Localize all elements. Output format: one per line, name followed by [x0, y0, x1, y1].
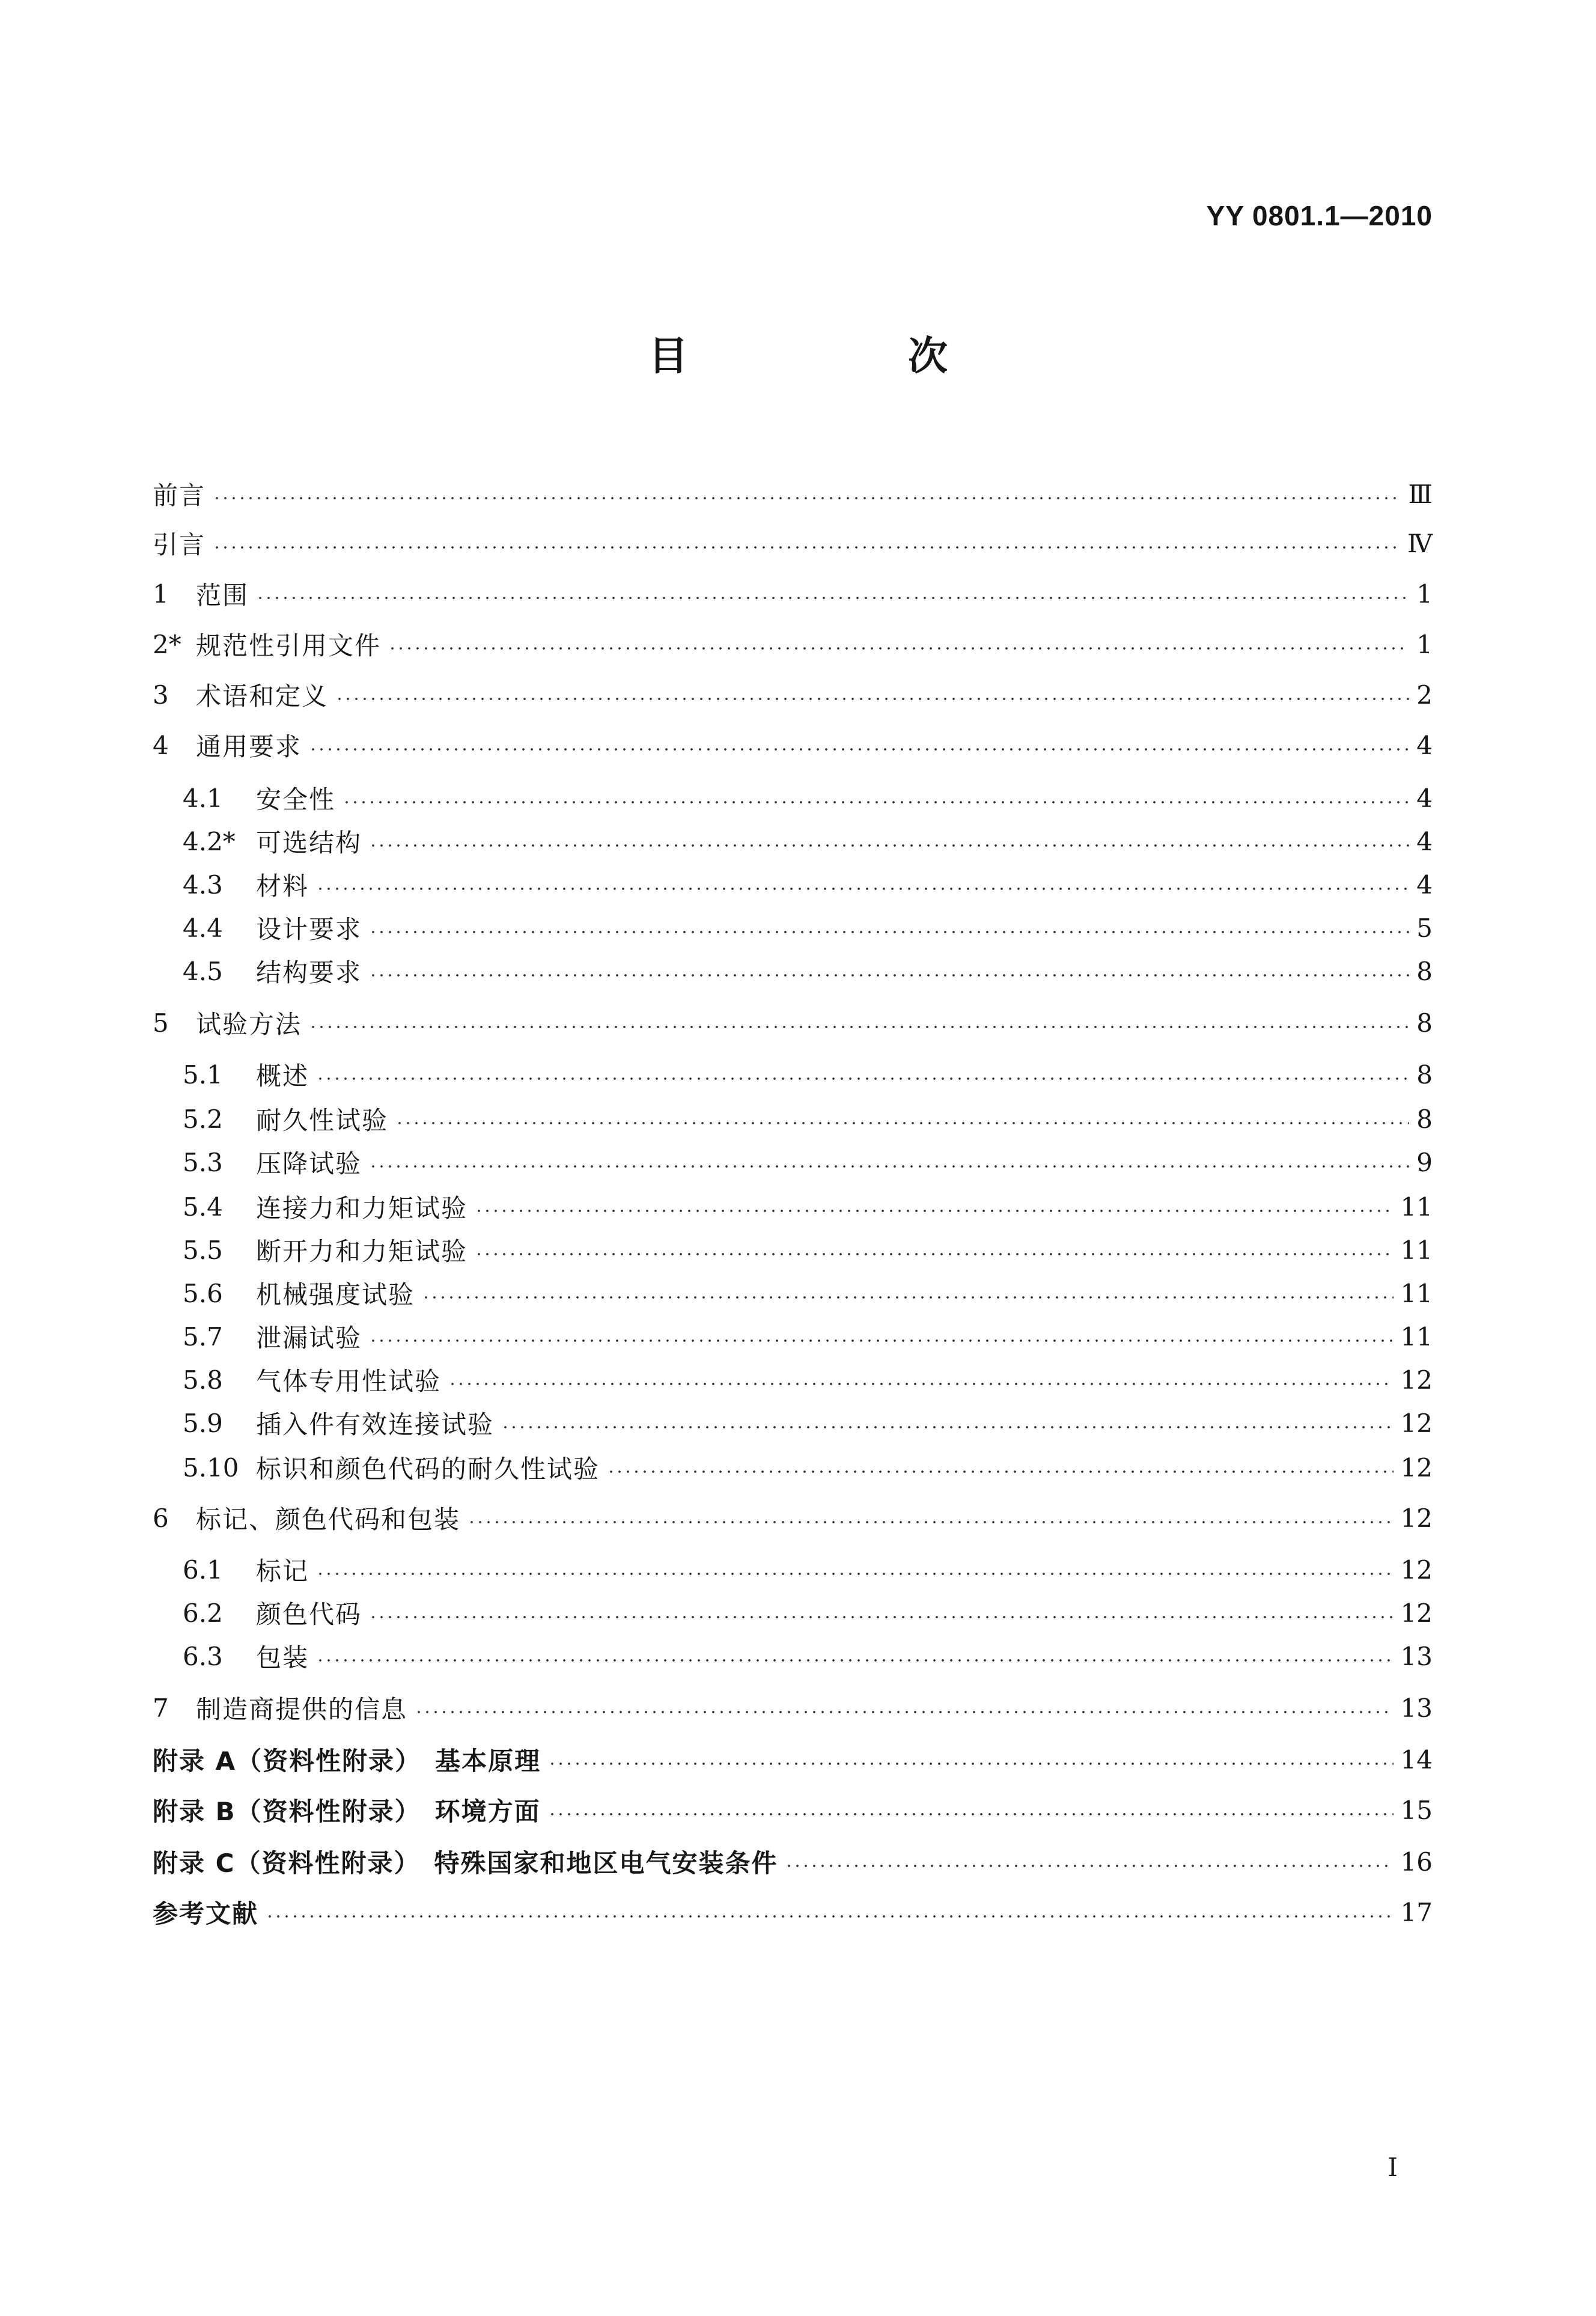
toc-entry-label: 材料	[256, 871, 309, 901]
toc-entry-page: 15	[1400, 1795, 1433, 1825]
toc-entry[interactable]	[153, 675, 1433, 714]
toc-entry[interactable]	[153, 1499, 1433, 1537]
toc-entry-page: 1	[1416, 579, 1433, 609]
toc-entry-page: 12	[1400, 1408, 1433, 1438]
dot-leader	[316, 1659, 1393, 1662]
dot-leader	[369, 974, 1409, 977]
toc-entry-page: 1	[1416, 629, 1433, 659]
toc-entry-page: 8	[1416, 1059, 1433, 1089]
dot-leader	[266, 1915, 1393, 1918]
toc-entry-number: 2*	[153, 629, 181, 659]
toc-entry-label: 概述	[256, 1061, 309, 1091]
toc-entry-number: 4.3	[183, 870, 223, 900]
toc-entry-page: Ⅲ	[1408, 479, 1433, 509]
toc-entry[interactable]	[153, 524, 1433, 562]
toc-entry-label: 设计要求	[256, 915, 362, 944]
toc-entry[interactable]	[153, 574, 1433, 613]
toc-entry-label: 机械强度试验	[256, 1280, 415, 1309]
toc-entry[interactable]	[153, 1317, 1433, 1356]
toc-entry-page: 14	[1400, 1745, 1433, 1775]
toc-entry[interactable]	[153, 1448, 1433, 1487]
toc-entry-number: 5.4	[183, 1192, 223, 1222]
toc-entry-number: 5.6	[183, 1278, 223, 1308]
dot-leader	[785, 1864, 1393, 1868]
dot-leader	[369, 1165, 1409, 1168]
toc-entry-label: 结构要求	[256, 958, 362, 987]
toc-entry-page: 17	[1400, 1897, 1433, 1927]
toc-entry-label: 标记	[256, 1556, 309, 1586]
toc-entry-page: 12	[1400, 1452, 1433, 1483]
dot-leader	[213, 546, 1400, 549]
dot-leader	[501, 1425, 1393, 1429]
dot-leader	[388, 647, 1409, 650]
toc-entry-label: 标记、颜色代码和包装	[196, 1505, 461, 1534]
toc-entry-number: 4.1	[183, 783, 223, 813]
dot-leader	[369, 1615, 1393, 1619]
toc-entry-label: 通用要求	[196, 732, 302, 761]
toc-entry-number: 4.5	[183, 956, 223, 986]
toc-entry[interactable]	[153, 1791, 1433, 1829]
toc-entry-label: 范围	[196, 581, 249, 610]
toc-entry-label: 断开力和力矩试验	[256, 1237, 468, 1266]
dot-leader	[316, 1077, 1409, 1080]
toc-entry[interactable]	[153, 952, 1433, 990]
toc-entry-page: 11	[1400, 1321, 1433, 1352]
toc-entry-number: 6.3	[183, 1641, 223, 1671]
dot-leader	[335, 697, 1409, 701]
toc-entry-label: 试验方法	[196, 1010, 302, 1039]
toc-entry-page: 4	[1416, 783, 1433, 813]
toc-entry-label: 连接力和力矩试验	[256, 1193, 468, 1223]
toc-entry-page: 8	[1416, 956, 1433, 986]
toc-entry-page: 13	[1400, 1641, 1433, 1671]
toc-entry-label: 安全性	[256, 785, 336, 814]
toc-entry[interactable]	[153, 1550, 1433, 1589]
toc-entry-page: 12	[1400, 1365, 1433, 1395]
toc-entry-page: 5	[1416, 913, 1433, 943]
toc-entry[interactable]	[153, 1842, 1433, 1881]
toc-entry[interactable]	[153, 779, 1433, 817]
dot-leader	[422, 1296, 1393, 1299]
toc-entry-number: 7	[153, 1693, 169, 1723]
toc-entry-label: 参考文献	[153, 1899, 259, 1928]
toc-entry-label: 插入件有效连接试验	[256, 1410, 495, 1439]
toc-entry-number: 5.8	[183, 1365, 223, 1395]
toc-entry-number: 3	[153, 680, 169, 710]
toc-entry-number: 4.2*	[183, 826, 236, 856]
dot-leader	[369, 1339, 1393, 1342]
toc-entry-number: 5.1	[183, 1059, 223, 1089]
toc-entry[interactable]	[153, 1361, 1433, 1399]
dot-leader	[395, 1121, 1409, 1125]
toc-entry-label: 前言	[153, 481, 206, 510]
toc-entry[interactable]	[153, 1274, 1433, 1312]
page-number: I	[1387, 2153, 1398, 2182]
toc-entry-number: 5.9	[183, 1408, 223, 1438]
toc-entry-page: 12	[1400, 1555, 1433, 1585]
toc-entry-number: 6.1	[183, 1555, 223, 1585]
dot-leader	[475, 1209, 1393, 1213]
toc-entry-label: 术语和定义	[196, 681, 329, 711]
toc-entry[interactable]	[153, 726, 1433, 764]
toc-entry[interactable]	[153, 1143, 1433, 1181]
toc-entry-page: 4	[1416, 826, 1433, 856]
toc-entry-page: 4	[1416, 870, 1433, 900]
toc-entry-label: 可选结构	[256, 828, 362, 858]
toc-entry[interactable]	[153, 865, 1433, 904]
toc-entry-page: 16	[1400, 1847, 1433, 1877]
dot-leader	[548, 1762, 1393, 1766]
toc-entry-label: 引言	[153, 530, 206, 559]
toc-entry-label: 气体专用性试验	[256, 1367, 442, 1396]
toc-entry-page: 2	[1416, 680, 1433, 710]
dot-leader	[415, 1710, 1393, 1714]
toc-entry-label: 附录 B（资料性附录） 环境方面	[153, 1797, 541, 1826]
toc-entry-label: 附录 C（资料性附录） 特殊国家和地区电气安装条件	[153, 1848, 778, 1878]
toc-entry[interactable]	[153, 1231, 1433, 1269]
toc-entry[interactable]	[153, 1637, 1433, 1675]
toc-entry-number: 5	[153, 1008, 169, 1038]
toc-entry[interactable]	[153, 1740, 1433, 1779]
toc-entry[interactable]	[153, 1004, 1433, 1042]
toc-entry-page: 11	[1400, 1235, 1433, 1265]
toc-entry-page: 13	[1400, 1693, 1433, 1723]
toc-entry-number: 5.10	[183, 1452, 239, 1483]
toc-entry-page: 9	[1416, 1147, 1433, 1177]
dot-leader	[316, 1572, 1393, 1576]
toc-entry-number: 4	[153, 730, 169, 760]
toc-entry-label: 压降试验	[256, 1149, 362, 1178]
toc-entry[interactable]	[153, 822, 1433, 861]
toc-entry-page: 12	[1400, 1598, 1433, 1628]
toc-entry[interactable]	[153, 1893, 1433, 1931]
dot-leader	[213, 496, 1401, 500]
dot-leader	[468, 1520, 1393, 1524]
toc-entry-label: 规范性引用文件	[196, 631, 382, 660]
toc-entry-label: 制造商提供的信息	[196, 1695, 408, 1724]
toc-entry-page: 11	[1400, 1192, 1433, 1222]
dot-leader	[309, 748, 1409, 751]
dot-leader	[548, 1812, 1393, 1816]
toc-entry[interactable]	[153, 909, 1433, 947]
toc-entry-label: 泄漏试验	[256, 1323, 362, 1353]
toc-entry-number: 4.4	[183, 913, 223, 943]
toc-entry-label: 耐久性试验	[256, 1106, 389, 1135]
dot-leader	[256, 596, 1409, 600]
dot-leader	[316, 887, 1409, 891]
toc-entry[interactable]	[153, 1594, 1433, 1632]
dot-leader	[343, 800, 1409, 804]
toc-entry-number: 5.3	[183, 1147, 223, 1177]
standard-code: YY 0801.1—2010	[1206, 200, 1433, 231]
toc-entry[interactable]	[153, 625, 1433, 663]
toc-entry-page: Ⅳ	[1407, 528, 1433, 558]
page-title: 目 次	[648, 333, 1038, 379]
toc-entry-page: 12	[1400, 1503, 1433, 1533]
toc-entry-number: 5.7	[183, 1321, 223, 1352]
toc-entry-number: 6	[153, 1503, 169, 1533]
toc-entry[interactable]	[153, 1055, 1433, 1094]
toc-entry[interactable]	[153, 475, 1433, 513]
toc-entry-number: 5.5	[183, 1235, 223, 1265]
toc-entry-page: 8	[1416, 1104, 1433, 1134]
toc-entry[interactable]	[153, 1187, 1433, 1226]
toc-entry-label: 标识和颜色代码的耐久性试验	[256, 1454, 600, 1484]
toc-entry-number: 1	[153, 579, 169, 609]
toc-entry[interactable]	[153, 1100, 1433, 1138]
dot-leader	[607, 1470, 1393, 1473]
toc-entry-page: 4	[1416, 730, 1433, 760]
dot-leader	[475, 1252, 1393, 1256]
toc-entry-number: 6.2	[183, 1598, 223, 1628]
toc-entry[interactable]	[153, 1689, 1433, 1727]
toc-entry-page: 11	[1400, 1278, 1433, 1308]
dot-leader	[309, 1025, 1409, 1029]
toc-entry-number: 5.2	[183, 1104, 223, 1134]
toc-entry[interactable]	[153, 1404, 1433, 1442]
toc-entry-label: 颜色代码	[256, 1600, 362, 1629]
dot-leader	[369, 930, 1409, 934]
toc-entry-label: 包装	[256, 1643, 309, 1672]
toc-entry-page: 8	[1416, 1008, 1433, 1038]
toc-entry-label: 附录 A（资料性附录） 基本原理	[153, 1746, 541, 1776]
dot-leader	[448, 1382, 1393, 1386]
dot-leader	[369, 844, 1409, 847]
